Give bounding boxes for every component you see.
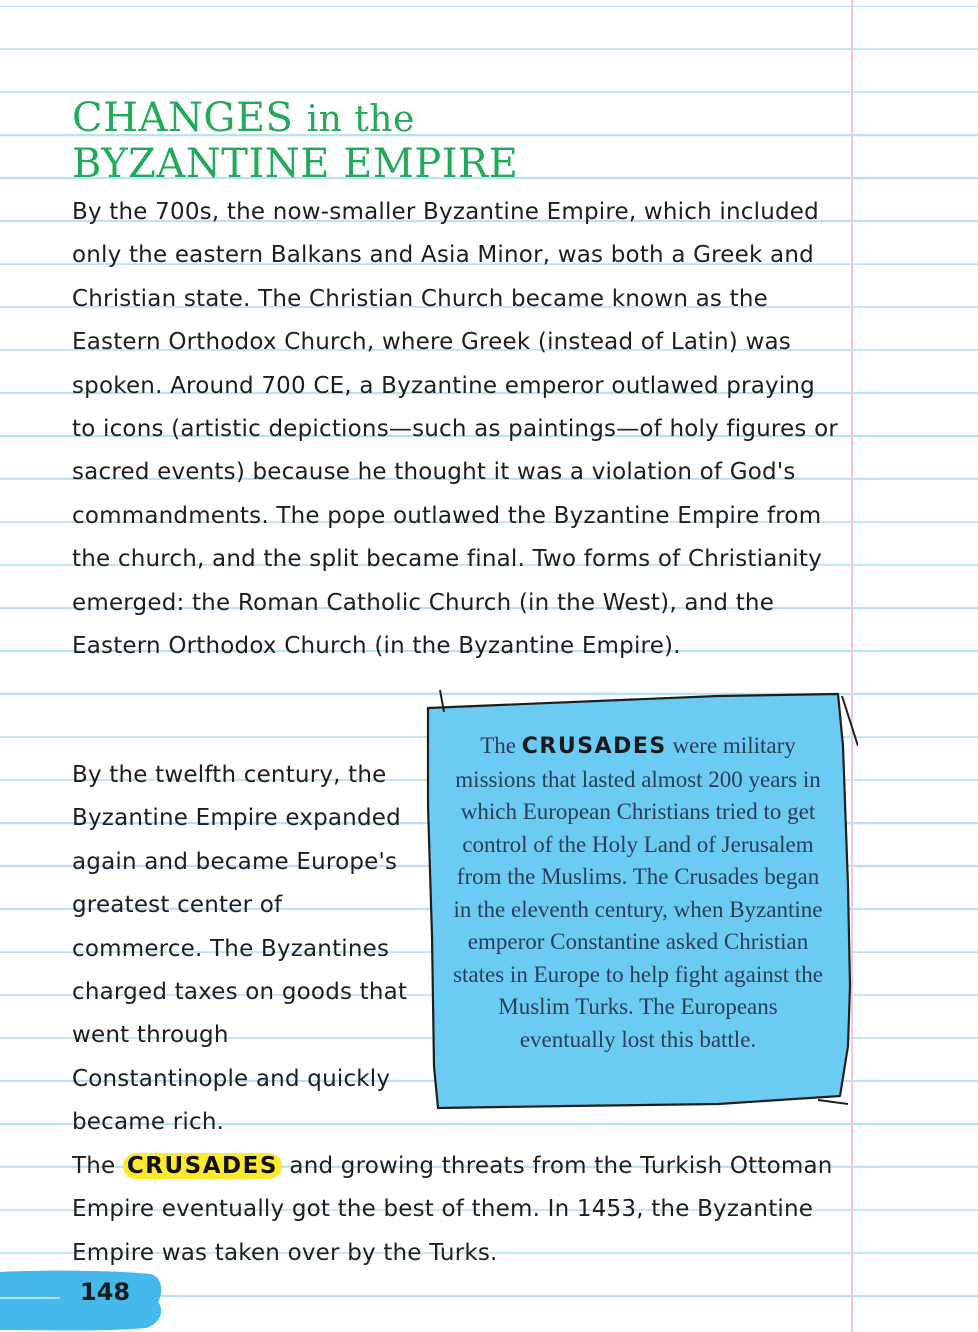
title-line1-main: CHANGES [72, 95, 294, 141]
callout-text [450, 730, 826, 1056]
title-line2: BYZANTINE EMPIRE [72, 141, 519, 187]
callout-body: were military missions that lasted almost 200 years in which European Christians tried to get control of the Holy Land of Jerusalem from the Muslims. The Crusades began in the eleventh century, when Byzantine emperor Constantine asked Christian states in Europe to help fight against the Muslim Turks. The Europeans eventually lost this battle. [453, 733, 823, 1052]
callout-prefix: The [480, 733, 517, 758]
crusades-callout-box [418, 686, 858, 1112]
page-title [72, 96, 518, 187]
crusades-paragraph [72, 1145, 842, 1275]
title-line1-tail: in the [306, 99, 415, 140]
intro-paragraph: By the 700s, the now-smaller Byzantine Empire, which included only the eastern Balkans and Asia Minor, was both a Greek and Christian state. The Christian Church became known as the Eastern Orthodox Church, where Greek (instead of Latin) was spoken. Around 700 CE, a Byzantine emperor outlawed praying to icons (artistic depictions—such as paintings—of holy figures or sacred events) because he thought it was a violation of God's commandments. The pope outlawed the Byzantine Empire from the church, and the split became final. Two forms of Christianity emerged: the Roman Catholic Church (in the West), and the Eastern Orthodox Church (in the Byzantine Empire). [72, 199, 839, 660]
notebook-margin-line [851, 0, 853, 1332]
callout-term-crusades: CRUSADES [521, 734, 667, 759]
para3-start: The [72, 1153, 116, 1179]
para3-rest: and growing threats from the Turkish Ottoman Empire eventually got the best of them. In 1453, the Byzantine Empire was taken over by the Turks. [72, 1153, 833, 1266]
highlighted-term-crusades: CRUSADES [123, 1153, 282, 1179]
twelfth-century-paragraph: By the twelfth century, the Byzantine Empire expanded again and became Europe's greatest center of commerce. The Byzantines charged taxes on goods that went through Constantinople and quickly became rich. [72, 762, 408, 1136]
page-number: 148 [80, 1278, 131, 1306]
